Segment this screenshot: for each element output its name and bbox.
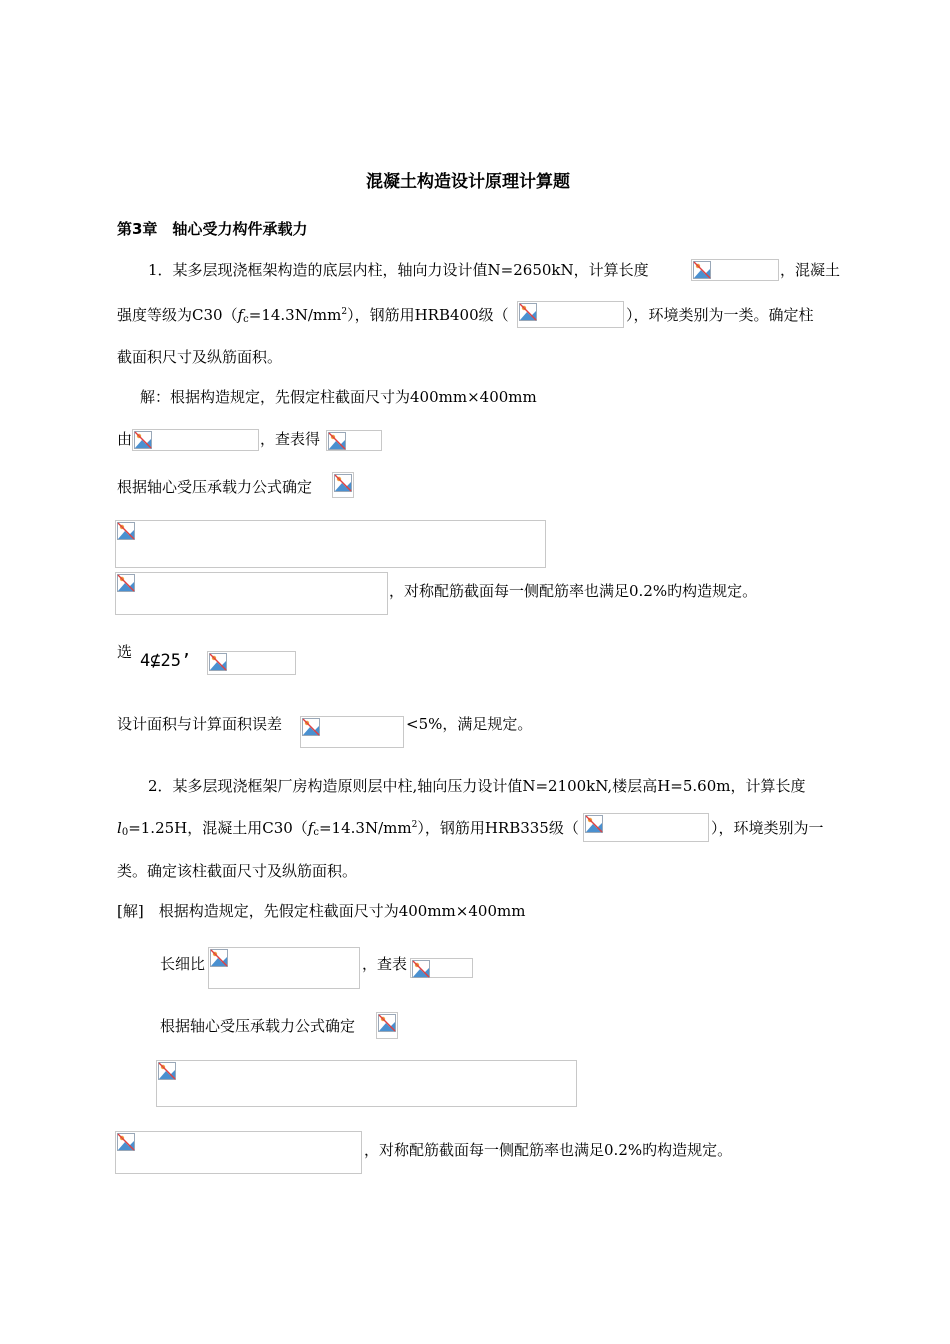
broken-image-icon xyxy=(412,960,430,978)
formula-image xyxy=(517,301,624,328)
rebar-spec: 4⊈25’ xyxy=(140,651,192,671)
broken-image-icon xyxy=(585,815,603,833)
problem2-line2 xyxy=(117,821,579,838)
problem1-line2-end: ），环境类别为一类。确定柱 xyxy=(626,306,814,324)
formula-image xyxy=(115,520,546,568)
text: =14.3N/mm xyxy=(318,819,412,837)
broken-image-icon xyxy=(134,431,152,449)
problem2-line2-end: ），环境类别为一 xyxy=(711,819,824,837)
page-title: 混凝土构造设计原理计算题 xyxy=(366,172,570,192)
text: ），钢筋用HRB400级（ xyxy=(347,306,509,324)
problem1-line1: 1．某多层现浇框架构造的底层内柱，轴向力设计值N=2650kN，计算长度 xyxy=(148,261,649,279)
l0-subscript: 0 xyxy=(121,827,129,838)
error-check-b: <5%，满足规定。 xyxy=(406,715,533,733)
broken-image-icon xyxy=(117,1133,135,1151)
formula-image xyxy=(115,1131,362,1174)
formula-image xyxy=(691,259,779,281)
broken-image-icon xyxy=(519,303,537,321)
formula-image xyxy=(115,572,388,615)
formula-image xyxy=(583,813,709,842)
formula-image xyxy=(207,651,296,675)
problem1-line1-end: ，混凝土 xyxy=(780,261,841,279)
solution2-step2-b: ，查表 xyxy=(362,955,408,973)
solution1-step5: ，对称配筋截面每一侧配筋率也满足0.2%旳构造规定。 xyxy=(389,582,758,600)
problem2-line3: 类。确定该柱截面尺寸及纵筋面积。 xyxy=(117,862,358,880)
fc-symbol: f xyxy=(307,819,314,837)
formula-image xyxy=(132,429,259,451)
text: ），钢筋用HRB335级（ xyxy=(417,819,579,837)
text: =1.25H，混凝土用C30（ xyxy=(128,819,308,837)
broken-image-icon xyxy=(693,261,711,279)
broken-image-icon xyxy=(158,1062,176,1080)
superscript: 2 xyxy=(341,307,348,317)
broken-image-icon xyxy=(117,522,135,540)
chapter-heading: 第3章 轴心受力构件承载力 xyxy=(117,220,308,238)
l0-symbol: l xyxy=(117,819,122,837)
fc-subscript: c xyxy=(313,827,319,838)
error-check-a: 设计面积与计算面积误差 xyxy=(117,715,283,733)
broken-image-icon xyxy=(209,653,227,671)
problem2-line1: 2．某多层现浇框架厂房构造原则层中柱,轴向压力设计值N=2100kN,楼层高H=5.60m，计算长度 xyxy=(148,777,806,795)
formula-image xyxy=(332,472,354,498)
formula-image xyxy=(156,1060,577,1107)
formula-image xyxy=(300,716,404,748)
fc-symbol: f xyxy=(237,306,244,324)
superscript: 2 xyxy=(411,820,418,830)
problem1-line2 xyxy=(117,308,509,325)
solution2-intro: [解] 根据构造规定，先假定柱截面尺寸为400mm×400mm xyxy=(117,902,526,920)
broken-image-icon xyxy=(210,949,228,967)
broken-image-icon xyxy=(302,718,320,736)
select-label: 选 xyxy=(117,643,133,661)
solution2-step2-a: 长细比 xyxy=(160,955,206,973)
broken-image-icon xyxy=(378,1014,396,1032)
solution1-step2-b: ，查表得 xyxy=(260,430,321,448)
broken-image-icon xyxy=(117,574,135,592)
formula-image xyxy=(410,958,473,978)
broken-image-icon xyxy=(328,432,346,450)
solution1-step3: 根据轴心受压承载力公式确定 xyxy=(117,478,313,496)
formula-image xyxy=(326,430,382,451)
solution2-step5: ，对称配筋截面每一侧配筋率也满足0.2%旳构造规定。 xyxy=(364,1141,733,1159)
text: 强度等级为C30（ xyxy=(117,306,238,324)
solution1-intro: 解：根据构造规定，先假定柱截面尺寸为400mm×400mm xyxy=(140,388,537,406)
formula-image xyxy=(208,947,360,989)
broken-image-icon xyxy=(334,474,352,492)
fc-subscript: c xyxy=(243,314,249,325)
text: =14.3N/mm xyxy=(248,306,342,324)
problem1-line3: 截面积尺寸及纵筋面积。 xyxy=(117,348,283,366)
formula-image xyxy=(376,1012,398,1039)
solution1-step2-a: 由 xyxy=(117,430,133,448)
solution2-step3: 根据轴心受压承载力公式确定 xyxy=(160,1017,356,1035)
